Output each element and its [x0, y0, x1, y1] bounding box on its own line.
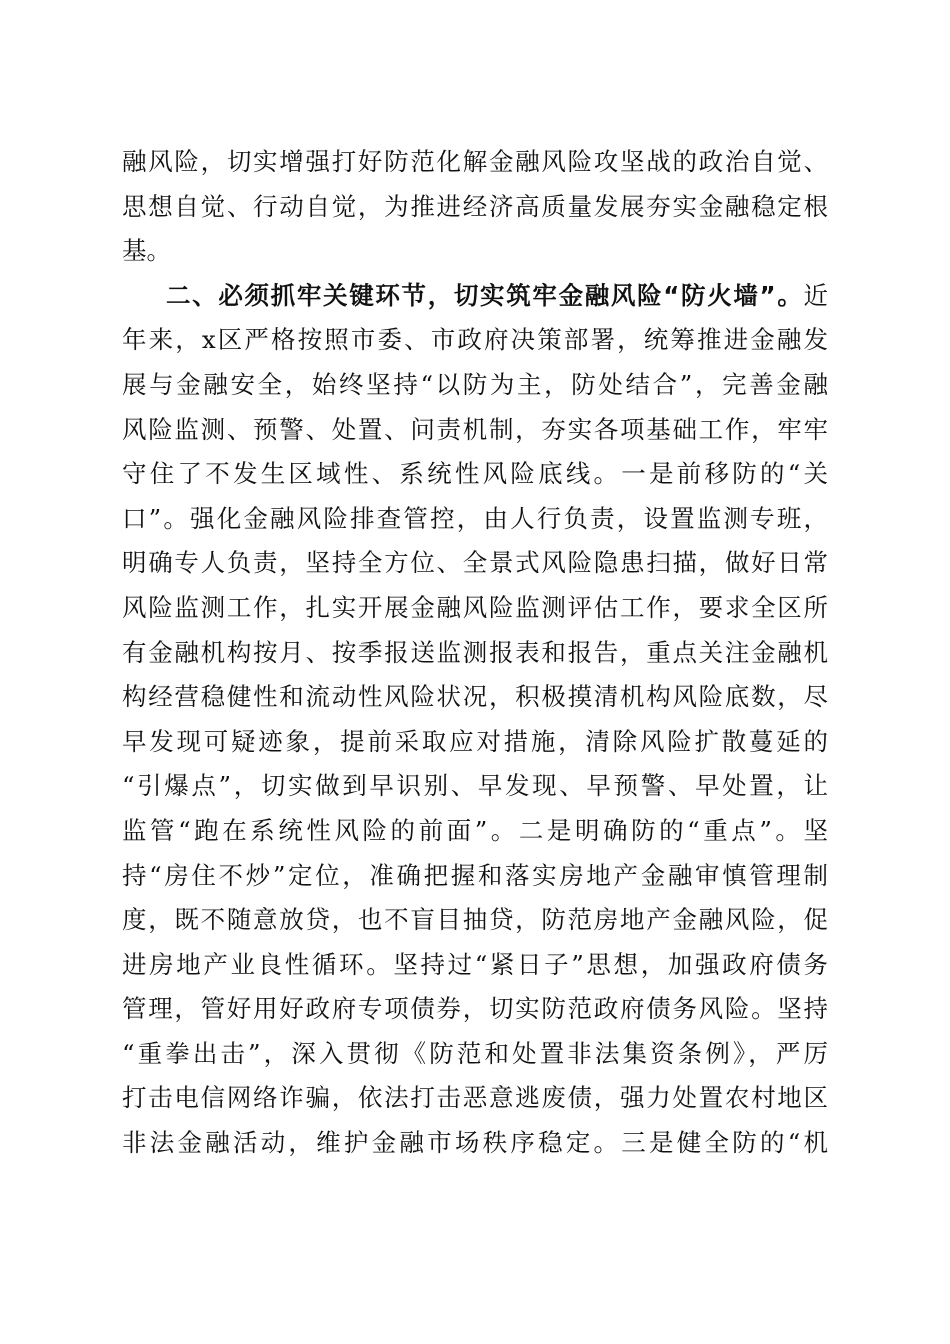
text-line: 风险监测工作，扎实开展金融风险监测评估工作，要求全区所: [122, 592, 828, 622]
text-line: 早发现可疑迹象，提前采取应对措施，清除风险扩散蔓延的: [122, 726, 828, 756]
text-line: 打击电信网络诈骗，依法打击恶意逃废债，强力处置农村地区: [122, 1083, 828, 1113]
text-line: 明确专人负责，坚持全方位、全景式风险隐患扫描，做好日常: [122, 548, 828, 578]
text-line: “重拳出击”，深入贯彻《防范和处置非法集资条例》，严厉: [122, 1038, 828, 1068]
text-line: 进房地产业良性循环。坚持过“紧日子”思想，加强政府债务: [122, 949, 828, 979]
text-line: 度，既不随意放贷，也不盲目抽贷，防范房地产金融风险，促: [122, 905, 828, 935]
text-line: 构经营稳健性和流动性风险状况，积极摸清机构风险底数，尽: [122, 682, 828, 712]
text-line: 风险监测、预警、处置、问责机制，夯实各项基础工作，牢牢: [122, 414, 828, 444]
text-line: 守住了不发生区域性、系统性风险底线。一是前移防的“关: [122, 459, 828, 489]
text-line: 有金融机构按月、按季报送监测报表和报告，重点关注金融机: [122, 637, 828, 667]
text-line: “引爆点”，切实做到早识别、早发现、早预警、早处置，让: [122, 771, 828, 801]
text-line: 融风险，切实增强打好防范化解金融风险攻坚战的政治自觉、: [122, 147, 828, 176]
document-body: [122, 140, 828, 1166]
text-line: 口”。强化金融风险排查管控，由人行负责，设置监测专班，: [122, 503, 828, 533]
text-line: 基。: [122, 236, 171, 266]
text-line: 展与金融安全，始终坚持“以防为主，防处结合”，完善金融: [122, 369, 828, 399]
heading-line-continuation: 近: [803, 280, 828, 310]
text-line: 年来，x区严格按照市委、市政府决策部署，统筹推进金融发: [122, 325, 828, 355]
text-line: 思想自觉、行动自觉，为推进经济高质量发展夯实金融稳定根: [122, 191, 828, 221]
text-line: 监管“跑在系统性风险的前面”。二是明确防的“重点”。坚: [122, 815, 828, 845]
text-line: 持“房住不炒”定位，准确把握和落实房地产金融审慎管理制: [122, 860, 828, 890]
text-line: 管理，管好用好政府专项债券，切实防范政府债务风险。坚持: [122, 994, 828, 1024]
text-line: 非法金融活动，维护金融市场秩序稳定。三是健全防的“机: [122, 1128, 828, 1158]
section-heading: 二、必须抓牢关键环节，切实筑牢金融风险“防火墙”。: [166, 280, 804, 310]
section-heading-line: [122, 274, 828, 319]
